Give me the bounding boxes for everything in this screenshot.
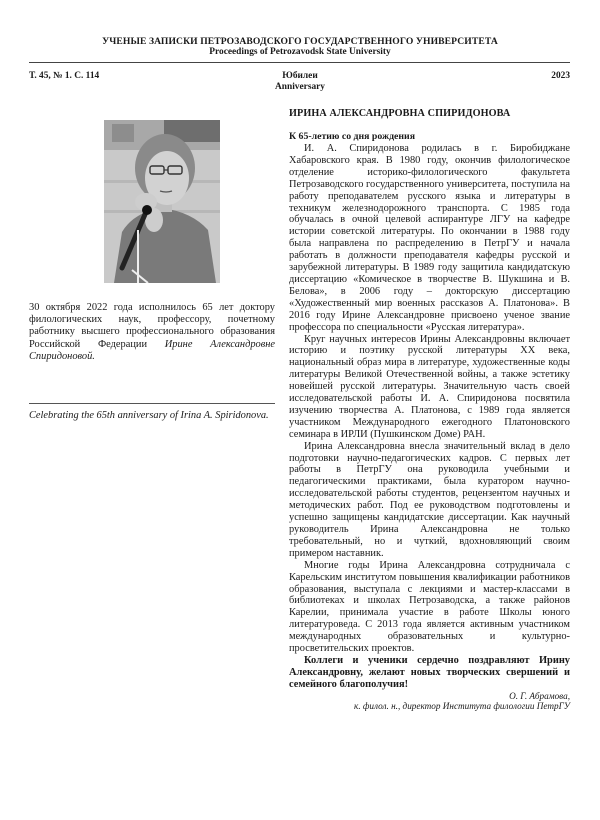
signature-name: О. Г. Абрамова, bbox=[509, 690, 570, 701]
section-ru: Юбилеи bbox=[282, 71, 318, 81]
intro-paragraph bbox=[29, 302, 275, 363]
article-title: ИРИНА АЛЕКСАНДРОВНА СПИРИДОНОВА bbox=[289, 108, 511, 119]
body-paragraph: Многие годы Ирина Александровна сотрудничала с Карельским институтом повышения квалификации работников образования, выступала с лекциями и мастер-классами в библиотеках и школах Петрозаводска, а также районов Карелии, принимала участие в работе Школы юного литературоведа. С 2013 года является активным участником международных образовательных и культурно-просветительских проектов. bbox=[289, 559, 570, 655]
signature-title: к. филол. н., директор Института филологии ПетрГУ bbox=[354, 701, 570, 712]
article-subtitle: К 65-летию со дня рождения bbox=[289, 131, 415, 142]
left-rule bbox=[29, 403, 275, 404]
english-caption: Celebrating the 65th anniversary of Irina A. Spiridonova. bbox=[29, 410, 269, 421]
section-heading bbox=[0, 71, 600, 92]
body-paragraph: Круг научных интересов Ирины Александровны включает историю и поэтику русской литературы XX века, национальный образ мира в литературе, художественные коды литературы Великой Отечественной войны, а также эстетику новейшей русской литературы. Значительную часть своей исследовательской работы И. А. Спиридонова посвятила изучению творчества А. Платонова, с 1989 года является участником Международного ежегодного Платоновского семинара в ИРЛИ (Пушкинском Доме) РАН. bbox=[289, 333, 570, 440]
closing-congratulation: Коллеги и ученики сердечно поздравляют Ирину Александровну, желают новых творческих свершений и семейного благополучия! bbox=[289, 654, 570, 690]
body-paragraph: Ирина Александровна внесла значительный вклад в дело подготовки научно-педагогических кадров. С первых лет работы в ПетрГУ она руководила учебными и педагогическими практиками, была куратором научно-исследовательской работы студентов, рецензентом научных и методических работ. Под ее руководством подготовлены и успешно защищены кандидатские диссертации. Как научный руководитель Ирина Александровна не только требовательный, но и чуткий, вдохновляющий своим примером наставник. bbox=[289, 440, 570, 559]
volume-issue-page: Т. 45, № 1. С. 114 bbox=[29, 71, 100, 81]
honoree-name: Ирине Александровне Спиридоновой. bbox=[29, 338, 275, 362]
journal-title-en: Proceedings of Petrozavodsk State University bbox=[209, 47, 391, 57]
article-body bbox=[289, 143, 570, 712]
journal-title-ru: УЧЕНЫЕ ЗАПИСКИ ПЕТРОЗАВОДСКОГО ГОСУДАРСТВЕННОГО УНИВЕРСИТЕТА bbox=[102, 36, 498, 47]
portrait-photo bbox=[104, 120, 220, 283]
header-rule bbox=[29, 62, 570, 63]
body-paragraph: И. А. Спиридонова родилась в г. Биробиджане Хабаровского края. В 1980 году, окончив филологическое отделение историко-филологического факультета Петрозаводского государственного университета, поступила на работу преподавателем русского языка и литературы в техникум железнодорожного транспорта. С 1985 года обучалась в очной целевой аспирантуре ЛГУ на кафедре истории советской литературы. По окончании в 1988 году была направлена по распределению в ПетрГУ и начала работать в должности преподавателя кафедры русской и зарубежной литературы. В 1989 году защитила кандидатскую диссертацию «Комическое в творчестве В. Шукшина и В. Белова», в 2006 году – докторскую диссертацию «Художественный мир военных рассказов А. Платонова». В 2016 году Ирине Александровне присвоено ученое звание профессора по специальности «Русская литература». bbox=[289, 143, 571, 333]
section-en: Anniversary bbox=[275, 81, 325, 92]
year: 2023 bbox=[551, 71, 570, 81]
intro-text: 30 октября 2022 года исполнилось 65 лет доктору филологических наук, профессору, почетному работнику высшего профессионального образования Российской Федерации bbox=[29, 302, 275, 350]
